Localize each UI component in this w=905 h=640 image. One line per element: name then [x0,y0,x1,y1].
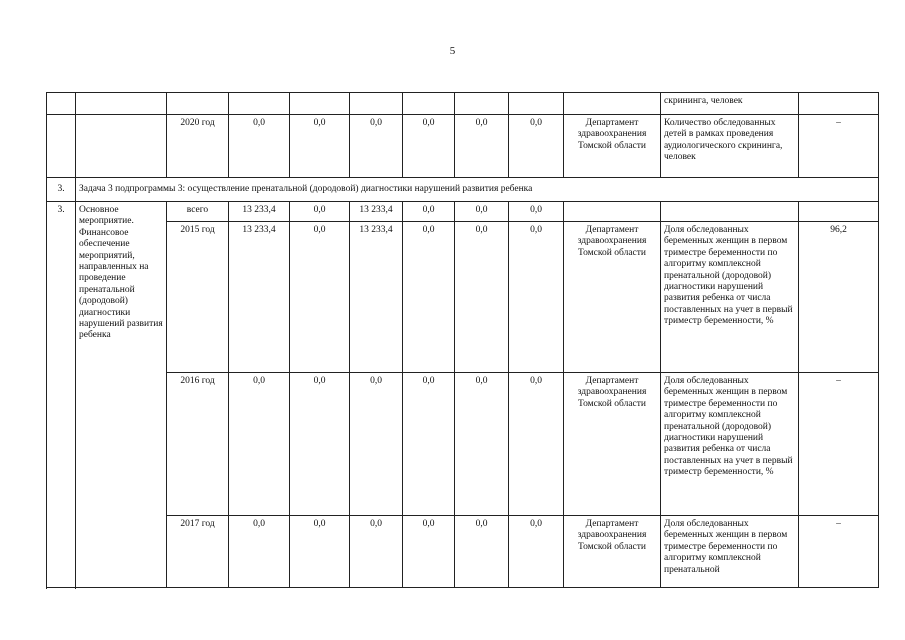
table-row [47,115,879,178]
cell-value: 0,0 [350,516,403,588]
cell-value: 0,0 [290,222,350,373]
cell-indicator: Доля обследованных беременных женщин в первом триместре беременности по алгоритму комплексной пренатальной [661,516,799,588]
cell-value: 0,0 [455,373,509,516]
cell-target [799,202,879,222]
cell-year: всего [167,202,229,222]
cell-value [229,93,290,115]
table-row [47,222,879,373]
table-row [47,93,879,115]
cell-value: 0,0 [403,222,455,373]
cell-executor [564,93,661,115]
cell-target: 96,2 [799,222,879,373]
cell-value: 0,0 [403,373,455,516]
cell-year: 2020 год [167,115,229,178]
cell-measure-name [76,93,167,115]
cell-value: 0,0 [290,516,350,588]
cell-num [47,93,76,115]
table-row [47,373,879,516]
cell-value: 0,0 [509,373,564,516]
cell-value: 0,0 [455,222,509,373]
cell-value: 0,0 [403,202,455,222]
cell-num [47,115,76,178]
cell-indicator: Количество обследованных детей в рамках проведения аудиологического скрининга, человек [661,115,799,178]
table-row [47,516,879,588]
cell-value: 0,0 [509,516,564,588]
table-row [47,202,879,222]
program-table [46,92,879,588]
cell-value: 0,0 [455,202,509,222]
cell-value [290,93,350,115]
cell-value: 0,0 [229,373,290,516]
cell-indicator: скрининга, человек [661,93,799,115]
cell-target [799,93,879,115]
cell-indicator: Доля обследованных беременных женщин в первом триместре беременности по алгоритму комплексной пренатальной (дородовой) диагностики нарушений развития ребенка от числа поставленных на учет в первый триместр беременности, % [661,222,799,373]
cell-year: 2015 год [167,222,229,373]
cell-num: 3. [47,178,76,202]
cell-value: 0,0 [350,115,403,178]
cell-year [167,93,229,115]
cell-indicator: Доля обследованных беременных женщин в первом триместре беременности по алгоритму комплексной пренатальной (дородовой) диагностики нарушений развития ребенка от числа поставленных на учет в первый триместр беременности, % [661,373,799,516]
cell-value: 13 233,4 [350,222,403,373]
cell-value: 0,0 [229,115,290,178]
cell-year: 2016 год [167,373,229,516]
cell-value [350,93,403,115]
cell-num: 3. [47,202,76,588]
cell-value: 13 233,4 [229,202,290,222]
cell-value: 0,0 [455,516,509,588]
cell-target: – [799,516,879,588]
task-title: Задача 3 подпрограммы 3: осуществление пренатальной (дородовой) диагностики нарушений развития ребенка [76,178,879,202]
cell-value: 0,0 [403,516,455,588]
cell-executor: Департамент здравоохранения Томской области [564,516,661,588]
cell-value [509,93,564,115]
page-number: 5 [449,45,456,57]
cell-executor: Департамент здравоохранения Томской области [564,115,661,178]
cell-executor: Департамент здравоохранения Томской области [564,373,661,516]
cell-value: 0,0 [455,115,509,178]
cell-value: 0,0 [509,222,564,373]
cell-value [455,93,509,115]
cell-value: 0,0 [509,202,564,222]
cell-value: 13 233,4 [229,222,290,373]
cell-executor: Департамент здравоохранения Томской области [564,222,661,373]
cell-year: 2017 год [167,516,229,588]
cell-value: 0,0 [229,516,290,588]
cell-value: 13 233,4 [350,202,403,222]
cell-value: 0,0 [290,373,350,516]
cell-value: 0,0 [290,202,350,222]
cell-measure-name [76,115,167,178]
cell-target: – [799,373,879,516]
task-row [47,178,879,202]
cell-value: 0,0 [509,115,564,178]
cell-value: 0,0 [290,115,350,178]
cell-target: – [799,115,879,178]
cell-value: 0,0 [350,373,403,516]
cell-value: 0,0 [403,115,455,178]
cell-executor [564,202,661,222]
cell-indicator [661,202,799,222]
cell-value [403,93,455,115]
cell-measure-name: Основное мероприятие. Финансовое обеспечение мероприятий, направленных на проведение пренатальной (дородовой) диагностики нарушений развития ребенка [76,202,167,588]
